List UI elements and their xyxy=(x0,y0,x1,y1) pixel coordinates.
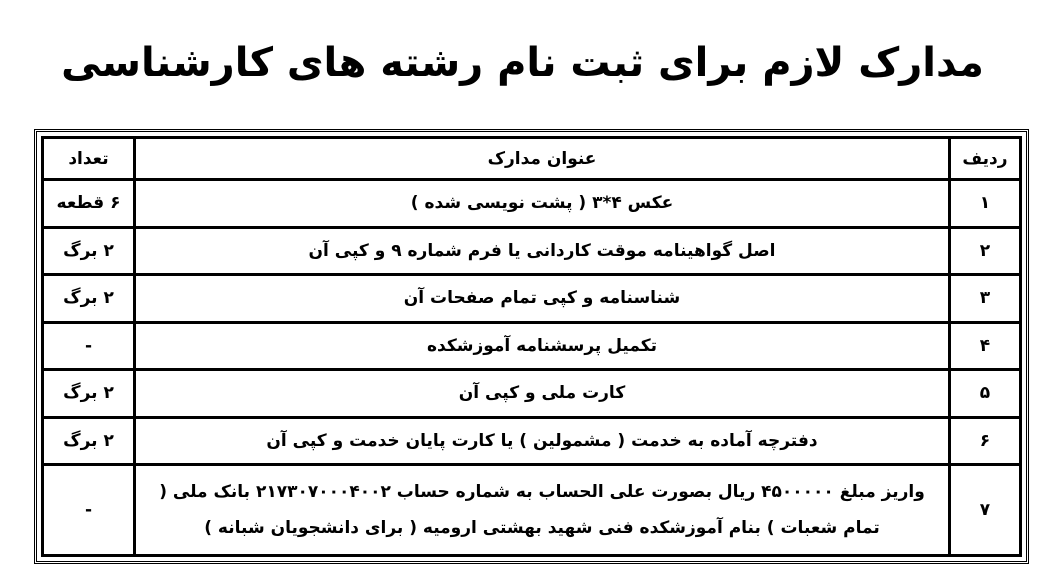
row-number: ۲ xyxy=(950,227,1021,275)
document-title: شناسنامه و کپی تمام صفحات آن xyxy=(135,275,950,323)
document-count: ۲ برگ xyxy=(43,275,135,323)
document-count: - xyxy=(43,322,135,370)
document-title: تکمیل پرسشنامه آموزشکده xyxy=(135,322,950,370)
document-title: دفترچه آماده به خدمت ( مشمولین ) یا کارت پایان خدمت و کپی آن xyxy=(135,417,950,465)
table-row xyxy=(43,275,1021,323)
row-number: ۳ xyxy=(950,275,1021,323)
page-title: مدارک لازم برای ثبت نام رشته های کارشناسی xyxy=(61,40,984,86)
table-row xyxy=(43,322,1021,370)
row-number: ۴ xyxy=(950,322,1021,370)
documents-table-frame xyxy=(34,129,1029,564)
document-count: ۲ برگ xyxy=(43,417,135,465)
document-count: ۲ برگ xyxy=(43,227,135,275)
document-title: واریز مبلغ ۴۵۰۰۰۰۰ ریال بصورت علی الحساب به شماره حساب ۲۱۷۳۰۷۰۰۰۴۰۰۲ بانک ملی ( تمام شعبات ) بنام آموزشکده فنی شهید بهشتی ارومیه ( برای دانشجویان شبانه ) xyxy=(135,465,950,556)
document-title: اصل گواهینامه موقت کاردانی یا فرم شماره ۹ و کپی آن xyxy=(135,227,950,275)
document-title: کارت ملی و کپی آن xyxy=(135,370,950,418)
document-count: ۲ برگ xyxy=(43,370,135,418)
table-row xyxy=(43,370,1021,418)
row-number: ۶ xyxy=(950,417,1021,465)
header-row-number: ردیف xyxy=(950,138,1021,180)
row-number: ۵ xyxy=(950,370,1021,418)
table-row xyxy=(43,180,1021,228)
document-count: ۶ قطعه xyxy=(43,180,135,228)
document-count: - xyxy=(43,465,135,556)
table-row xyxy=(43,227,1021,275)
documents-table xyxy=(41,136,1022,557)
table-row xyxy=(43,465,1021,556)
header-count: تعداد xyxy=(43,138,135,180)
row-number: ۷ xyxy=(950,465,1021,556)
header-document-title: عنوان مدارک xyxy=(135,138,950,180)
table-header-row xyxy=(43,138,1021,180)
table-row xyxy=(43,417,1021,465)
document-title: عکس ۴*۳ ( پشت نویسی شده ) xyxy=(135,180,950,228)
row-number: ۱ xyxy=(950,180,1021,228)
